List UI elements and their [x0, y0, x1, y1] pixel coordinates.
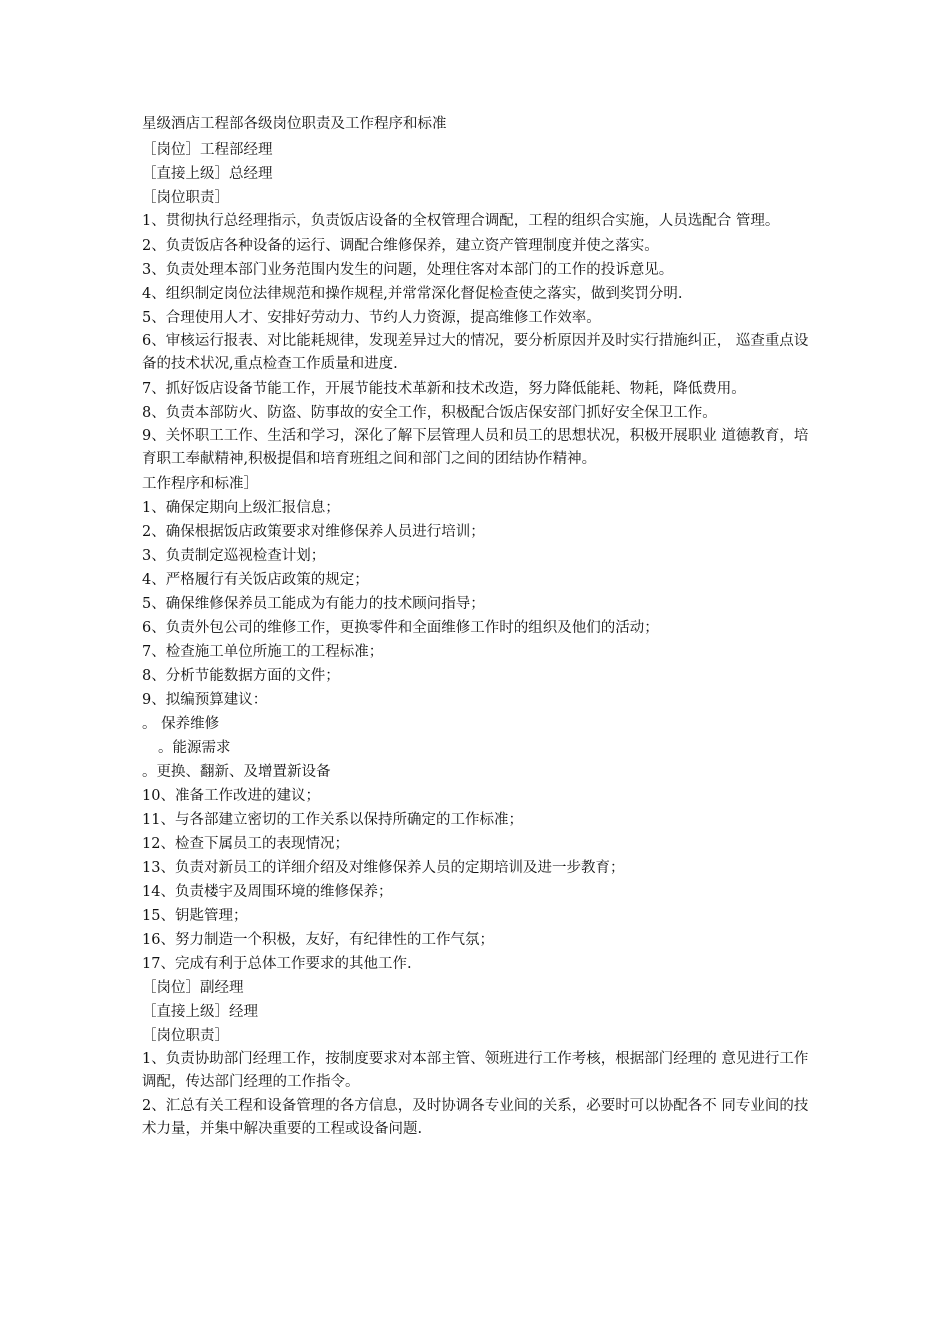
procedure-item: 9、拟编预算建议：	[142, 692, 268, 708]
document-title: 星级酒店工程部各级岗位职责及工作程序和标准	[142, 116, 447, 132]
procedure-item: 17、完成有利于总体工作要求的其他工作.	[142, 956, 412, 972]
duty-item: 9、关怀职工工作、生活和学习，深化了解下层管理人员和员工的思想状况，积极开展职业 道德教育，培育职工奉献精神,积极提倡和培育班组之间和部门之间的团结协作精神。	[142, 428, 809, 467]
position-heading: ［岗位］副经理	[142, 980, 244, 996]
duty-item: 1、贯彻执行总经理指示，负责饭店设备的全权管理合调配，工程的组织合实施，人员选配合 管理。	[142, 213, 780, 229]
procedure-item: 16、努力制造一个积极，友好，有纪律性的工作气氛；	[142, 932, 494, 948]
budget-sub-item: 。 保养维修	[142, 716, 220, 732]
duty-item: 7、抓好饭店设备节能工作，开展节能技术革新和技术改造，努力降低能耗、物耗，降低费用。	[142, 381, 746, 397]
duty-item: 2、负责饭店各种设备的运行、调配合维修保养，建立资产管理制度并使之落实。	[142, 238, 659, 254]
procedure-item: 10、准备工作改进的建议；	[142, 788, 320, 804]
procedure-item: 2、确保根据饭店政策要求对维修保养人员进行培训；	[142, 524, 485, 540]
procedure-item: 1、确保定期向上级汇报信息；	[142, 500, 340, 516]
superior-heading: ［直接上级］经理	[142, 1004, 258, 1020]
duty-item: 1、负责协助部门经理工作，按制度要求对本部主管、领班进行工作考核，根据部门经理的 意见进行工作调配，传达部门经理的工作指令。	[142, 1051, 809, 1090]
procedure-item: 7、检查施工单位所施工的工程标准；	[142, 644, 384, 660]
procedure-item: 11、与各部建立密切的工作关系以保持所确定的工作标准；	[142, 812, 523, 828]
procedure-item: 13、负责对新员工的详细介绍及对维修保养人员的定期培训及进一步教育；	[142, 860, 625, 876]
procedure-item: 15、钥匙管理；	[142, 908, 248, 924]
duty-item: 3、负责处理本部门业务范围内发生的问题，处理住客对本部门的工作的投诉意见。	[142, 262, 674, 278]
duty-item: 2、汇总有关工程和设备管理的各方信息，及时协调各专业间的关系，必要时可以协配各不 同专业间的技术力量，并集中解决重要的工程或设备问题.	[142, 1098, 809, 1137]
document-page	[142, 113, 822, 1142]
procedure-item: 6、负责外包公司的维修工作，更换零件和全面维修工作时的组织及他们的活动；	[142, 620, 659, 636]
superior-heading: ［直接上级］总经理	[142, 166, 273, 182]
duty-item: 6、审核运行报表、对比能耗规律，发现差异过大的情况，要分析原因并及时实行措施纠正， 巡查重点设备的技术状况,重点检查工作质量和进度.	[142, 333, 809, 372]
duties-heading: ［岗位职责］	[142, 190, 229, 206]
duty-item: 4、组织制定岗位法律规范和操作规程,并常常深化督促检查使之落实，做到奖罚分明.	[142, 286, 683, 302]
duty-item: 8、负责本部防火、防盗、防事故的安全工作，积极配合饭店保安部门抓好安全保卫工作。	[142, 405, 717, 421]
procedures-heading: 工作程序和标准］	[142, 476, 258, 492]
budget-sub-item: 。能源需求	[158, 740, 231, 756]
procedure-item: 12、检查下属员工的表现情况；	[142, 836, 349, 852]
procedure-item: 5、确保维修保养员工能成为有能力的技术顾问指导；	[142, 596, 485, 612]
budget-sub-item: 。更换、翻新、及增置新设备	[142, 764, 331, 780]
procedure-item: 4、严格履行有关饭店政策的规定；	[142, 572, 369, 588]
duty-item: 5、合理使用人才、安排好劳动力、节约人力资源，提高维修工作效率。	[142, 310, 601, 326]
duties-heading: ［岗位职责］	[142, 1028, 229, 1044]
procedure-item: 8、分析节能数据方面的文件；	[142, 668, 340, 684]
position-heading: ［岗位］工程部经理	[142, 142, 273, 158]
procedure-item: 14、负责楼宇及周围环境的维修保养；	[142, 884, 393, 900]
procedure-item: 3、负责制定巡视检查计划；	[142, 548, 326, 564]
